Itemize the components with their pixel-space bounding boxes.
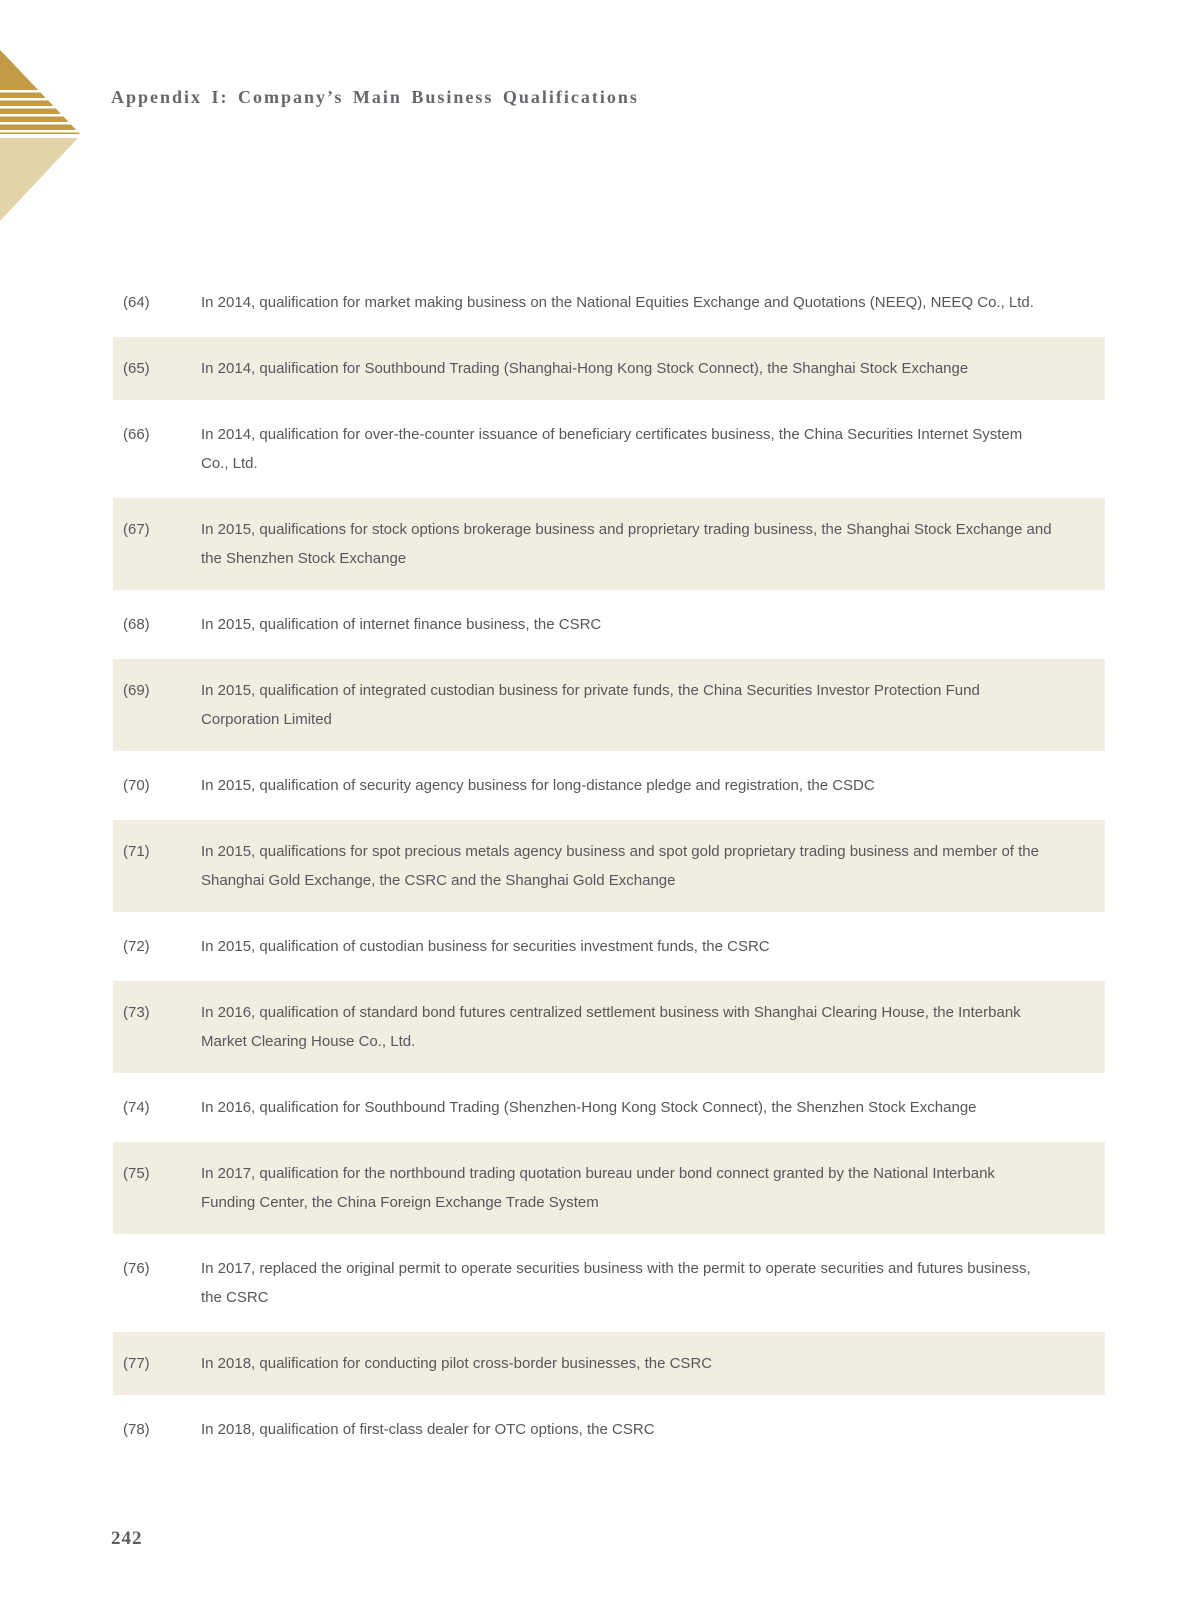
list-item	[113, 1093, 1105, 1122]
list-item	[113, 420, 1105, 478]
item-number: (78)	[123, 1421, 150, 1438]
list-item	[113, 1142, 1105, 1234]
item-number: (68)	[123, 616, 150, 633]
item-text: In 2017, replaced the original permit to operate securities business with the permit to operate securities and futures business, the CSRC	[201, 1260, 1031, 1306]
page-title: Appendix I: Company’s Main Business Qualifications	[111, 87, 639, 107]
item-text: In 2018, qualification for conducting pilot cross-border businesses, the CSRC	[201, 1355, 713, 1372]
list-item	[113, 610, 1105, 639]
item-text: In 2016, qualification of standard bond futures centralized settlement business with Shanghai Clearing House, the Interbank Market Clearing House Co., Ltd.	[201, 1004, 1021, 1050]
item-number: (69)	[123, 682, 150, 699]
item-number: (67)	[123, 521, 150, 538]
page-number: 242	[111, 1528, 143, 1549]
item-number: (72)	[123, 938, 150, 955]
item-text: In 2015, qualifications for spot precious metals agency business and spot gold proprietary trading business and member of the Shanghai Gold Exchange, the CSRC and the Shanghai Gold Exchange	[201, 843, 1039, 889]
item-text: In 2015, qualification of custodian business for securities investment funds, the CSRC	[201, 938, 770, 955]
qualification-list	[113, 288, 1105, 1464]
list-item	[113, 820, 1105, 912]
item-text: In 2016, qualification for Southbound Trading (Shenzhen-Hong Kong Stock Connect), the Shenzhen Stock Exchange	[201, 1099, 977, 1116]
item-text: In 2018, qualification of first-class dealer for OTC options, the CSRC	[201, 1421, 655, 1438]
list-item	[113, 932, 1105, 961]
item-text: In 2015, qualification of security agency business for long-distance pledge and registration, the CSDC	[201, 777, 875, 794]
item-text: In 2014, qualification for over-the-counter issuance of beneficiary certificates business, the China Securities Internet System Co., Ltd.	[201, 426, 1023, 472]
list-item	[113, 981, 1105, 1073]
item-number: (70)	[123, 777, 150, 794]
item-text: In 2017, qualification for the northbound trading quotation bureau under bond connect granted by the National Interbank Funding Center, the China Foreign Exchange Trade System	[201, 1165, 995, 1211]
list-item	[113, 337, 1105, 400]
item-number: (74)	[123, 1099, 150, 1116]
item-text: In 2015, qualifications for stock options brokerage business and proprietary trading business, the Shanghai Stock Exchange and the Shenzhen Stock Exchange	[201, 521, 1052, 567]
list-item	[113, 1332, 1105, 1395]
item-number: (76)	[123, 1260, 150, 1277]
list-item	[113, 498, 1105, 590]
corner-triangle-gold-striped	[0, 50, 80, 134]
list-item	[113, 771, 1105, 800]
item-text: In 2014, qualification for market making business on the National Equities Exchange and Quotations (NEEQ), NEEQ Co., Ltd.	[201, 294, 1034, 311]
list-item	[113, 659, 1105, 751]
item-text: In 2015, qualification of integrated custodian business for private funds, the China Securities Investor Protection Fund Corporation Limited	[201, 682, 980, 728]
list-item	[113, 1415, 1105, 1444]
item-number: (73)	[123, 1004, 150, 1021]
corner-triangle-tan	[0, 138, 78, 221]
item-number: (65)	[123, 360, 150, 377]
item-text: In 2014, qualification for Southbound Trading (Shanghai-Hong Kong Stock Connect), the Shanghai Stock Exchange	[201, 360, 969, 377]
corner-decoration	[0, 0, 90, 230]
item-number: (66)	[123, 426, 150, 443]
list-item	[113, 1254, 1105, 1312]
item-number: (64)	[123, 294, 150, 311]
item-number: (75)	[123, 1165, 150, 1182]
list-item	[113, 288, 1105, 317]
item-number: (71)	[123, 843, 150, 860]
item-text: In 2015, qualification of internet finance business, the CSRC	[201, 616, 602, 633]
item-number: (77)	[123, 1355, 150, 1372]
